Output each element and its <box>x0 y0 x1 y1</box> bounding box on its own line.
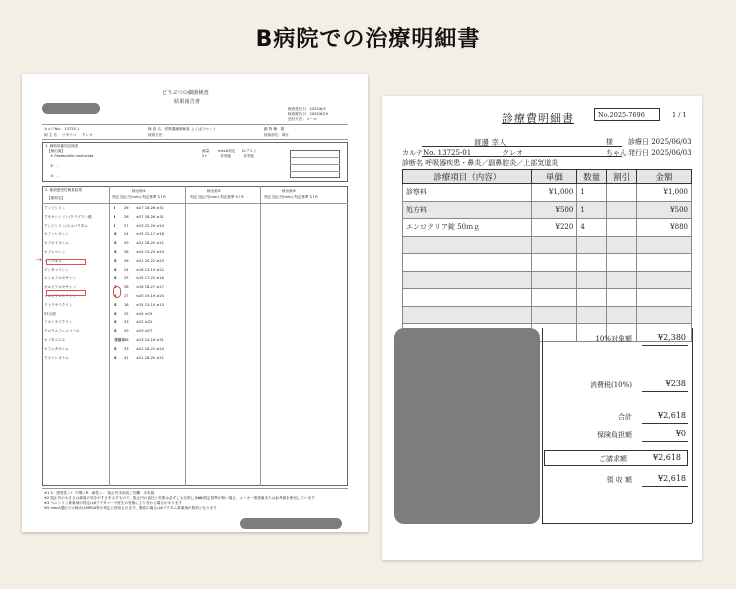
drug-row <box>42 302 202 309</box>
drug-name: マルボフロキサシン <box>44 294 77 298</box>
header-price: 単価 <box>532 170 577 184</box>
criteria: ≤15 15-17 ≥18 <box>136 232 164 237</box>
criteria: ≤27 18-26 ≥31 <box>136 206 164 210</box>
amount-value: 2+ <box>202 154 208 158</box>
drug-row <box>42 328 202 335</box>
bill-cell-name <box>403 271 532 289</box>
zone-mm: 28 <box>124 250 129 254</box>
test-name: 検 査 名：呼吸器細菌検査 よくばりセット <box>148 127 217 131</box>
drug-name: エンロフロキサシン <box>44 276 77 281</box>
judgement: S <box>114 302 117 307</box>
drug-list <box>42 205 348 365</box>
section2-title: 2. 薬剤感受性検査結果 <box>45 188 82 192</box>
redacted-stamp <box>394 328 540 524</box>
drug-name: セフポドキシム <box>44 241 69 246</box>
drug-row <box>42 337 202 344</box>
judgement: S <box>114 258 117 263</box>
criteria: ≤23 14-16 ≥31 <box>136 338 164 342</box>
zone-mm: 25 <box>124 311 129 316</box>
judgement: 非該当 <box>114 338 125 342</box>
bill-row <box>403 236 692 254</box>
bill-cell-name <box>403 306 532 324</box>
zone-mm: 26 <box>124 206 129 210</box>
bill-cell-disc <box>607 271 637 289</box>
bacteria-3: ③：- <box>50 174 59 178</box>
judgement: I <box>114 206 116 210</box>
billed-value: ¥2,618 <box>653 453 681 462</box>
billed-label: ご請求額 <box>599 455 627 463</box>
bill-cell-name <box>403 289 532 307</box>
bill-cell-qty <box>577 271 607 289</box>
footnote-2: ※2 阻止円の大きさは薬剤の効きやすさを示すもので、阻止円の直径と効果は必ずしも比例しません <box>44 496 205 500</box>
bill-cell-qty: 4 <box>577 219 607 237</box>
zone-mm: 27 <box>124 294 129 298</box>
drug-row <box>42 240 202 247</box>
report-title: どうぶつの細菌検査 <box>162 90 209 96</box>
insurance-value: ¥0 <box>675 429 686 438</box>
bill-title: 診療費明細書 <box>502 112 574 125</box>
bill-cell-amount <box>637 271 692 289</box>
bill-row <box>403 306 692 324</box>
detected-bacteria-label: 【検出菌】 <box>47 149 65 153</box>
drug-row <box>42 275 202 282</box>
karte-number: カルテNo.：13725-1 <box>44 127 80 131</box>
judgement: S <box>114 311 117 316</box>
redacted-footer <box>240 518 342 529</box>
zone-mm: 31 <box>124 355 129 360</box>
culture-report-document <box>22 74 368 532</box>
arrow-marker: → <box>36 256 42 264</box>
bacteria-2: ②：- <box>50 164 59 168</box>
footnote-5: ※5 mecA遺伝子の検出はMRSA等の判定に使用されます。陽性の場合はβラクタム系薬剤が無効となります <box>44 506 217 510</box>
billed-box <box>544 450 688 466</box>
dtest-value: 非実施 <box>243 154 254 158</box>
bill-row <box>403 219 692 237</box>
criteria: ≤21 18-20 ≥21 <box>136 241 164 246</box>
header-amount: 金額 <box>637 170 692 184</box>
zone-mm: 27 <box>124 223 129 228</box>
col-bacteria-2: 検出菌② <box>207 189 222 193</box>
judgement: S <box>114 276 117 281</box>
bill-cell-amount <box>637 236 692 254</box>
page-title: B病院での治療明細書 <box>255 27 481 52</box>
judgement: I <box>114 223 116 228</box>
drug-name: アズトレオナム <box>44 355 69 360</box>
criteria: ≤29 ≥27 <box>136 329 153 334</box>
drug-name: セフォタキシム <box>44 346 69 351</box>
owner-name: ワタナベ <box>62 133 77 137</box>
issue-date: 発行日 2025/06/03 <box>628 149 692 157</box>
report-meta-2: 検査報告日：2025/6/20 <box>288 112 328 116</box>
drug-row <box>42 223 202 230</box>
section1-title: 1. 細菌培養同定検査 <box>45 144 79 148</box>
bill-cell-name: 診察料 <box>403 184 532 202</box>
report-meta-1: 検査受付日：2025/6/3 <box>288 107 326 111</box>
animal-species: 動 物 種：猫 <box>264 127 285 131</box>
col-bacteria-1: 検出菌① <box>132 189 147 193</box>
received-value: ¥2,618 <box>658 474 686 483</box>
judgement: S <box>114 355 117 360</box>
drug-name: クロラムフェニコール <box>44 329 80 334</box>
criteria: ≤16 13-15 ≥22 <box>136 267 164 272</box>
collection-site: 採取部位：鼻汁 <box>264 133 290 137</box>
zone-mm: 18 <box>124 302 129 307</box>
criteria: ≤27 18-26 ≥31 <box>136 214 164 219</box>
bill-summary <box>542 328 692 523</box>
footnote-3: ※3 ペニシリン系薬剤の判定はβラクタマーゼ産生の有無により変わる場合があります <box>44 501 182 505</box>
drug-name: イミペネム <box>44 258 62 263</box>
bill-row <box>403 184 692 202</box>
bill-row <box>403 271 692 289</box>
col-subhead-2: 判定 阻止円(mm) 判定基準 S I R <box>190 195 244 199</box>
drug-name: テトラサイクリン <box>44 302 73 307</box>
drug-name: ゲンタマイシン <box>44 267 69 272</box>
drug-name: セファレキシン <box>44 232 69 237</box>
drug-name: セフォベシン <box>44 250 66 254</box>
criteria: ≤15 17-22 ≥16 <box>136 276 164 281</box>
bill-cell-qty: 1 <box>577 201 607 219</box>
bill-cell-price: ¥500 <box>532 201 577 219</box>
bacteria-1: ① Pasteurella multocida <box>50 154 94 158</box>
bill-cell-price <box>532 306 577 324</box>
judgement: S <box>114 232 117 237</box>
bill-cell-amount <box>637 289 692 307</box>
zone-mm: 29 <box>124 241 129 246</box>
drug-row <box>42 355 202 362</box>
bill-cell-qty <box>577 289 607 307</box>
bill-cell-disc <box>607 219 637 237</box>
zone-mm: 26 <box>124 214 129 219</box>
bill-cell-price <box>532 236 577 254</box>
drug-row <box>42 231 202 238</box>
header-qty: 数量 <box>577 170 607 184</box>
report-meta-3: 送付方法：メール <box>288 117 317 121</box>
bill-cell-amount <box>637 254 692 272</box>
meca-value: 非実施 <box>220 154 231 158</box>
footnote-4: ※4 判定基準が無い場合、メーカー推奨値または参考値を使用しています <box>197 496 315 500</box>
pet-name: クレオ <box>502 149 523 157</box>
tax-label: 消費税(10%) <box>589 381 632 389</box>
judgement: S <box>114 267 117 272</box>
bill-cell-name <box>403 254 532 272</box>
bill-row <box>403 201 692 219</box>
bill-cell-price <box>532 254 577 272</box>
zone-mm: 25 <box>124 276 129 281</box>
bill-cell-disc <box>607 306 637 324</box>
col-bacteria-3: 検出菌③ <box>282 189 297 193</box>
drug-row <box>42 249 202 256</box>
zone-mm: 33 <box>124 320 129 325</box>
bill-cell-name <box>403 236 532 254</box>
zone-mm: 24 <box>124 232 129 237</box>
zone-mm: 26 <box>124 258 129 263</box>
criteria: ≤24 15-23 ≥24 <box>136 250 164 254</box>
bill-cell-disc <box>607 184 637 202</box>
criteria: ≤22 18-21 ≥24 <box>136 346 164 351</box>
bill-cell-price: ¥220 <box>532 219 577 237</box>
meca-label: mecA判定 <box>218 149 236 153</box>
bill-row <box>403 254 692 272</box>
honorific: 様 <box>606 138 613 146</box>
drug-name-header: 【薬剤名】 <box>47 196 65 200</box>
tax-value: ¥238 <box>665 379 686 388</box>
judgement: S <box>114 320 117 325</box>
bill-cell-price <box>532 289 577 307</box>
amount-label: 菌量 <box>202 149 210 153</box>
bill-table <box>402 169 692 342</box>
criteria: ≤24 ≥15 <box>136 311 153 316</box>
drug-name: アンピシリン/スルバクタム <box>44 223 88 228</box>
owner-name: 渡邊 幸人 <box>474 138 507 147</box>
karte-number: カルテNo. 13725-01 <box>402 149 472 157</box>
bill-cell-qty: 1 <box>577 184 607 202</box>
zone-mm: 36 <box>124 338 129 342</box>
total-value: ¥2,618 <box>658 411 686 420</box>
judgement: I <box>114 214 116 219</box>
dtest-label: D-テスト <box>242 149 257 153</box>
medical-bill-document <box>382 96 702 560</box>
bill-cell-name: 処方料 <box>403 201 532 219</box>
drug-row <box>42 319 202 326</box>
zone-mm: 28 <box>124 285 129 290</box>
total-label: 合計 <box>618 413 632 421</box>
col-subhead-1: 判定 阻止円(mm) 判定基準 S I R <box>112 195 166 199</box>
taxable-label: 10%対象額 <box>595 335 632 343</box>
bill-cell-qty <box>577 254 607 272</box>
report-subtitle: 結果報告書 <box>174 99 200 105</box>
criteria: ≤15 13-14 ≥15 <box>136 302 164 307</box>
insurance-label: 保険負担額 <box>597 431 632 439</box>
bill-cell-name: エンロクリア錠 50ｍｇ <box>403 219 532 237</box>
pet-name: クレオ <box>82 133 93 137</box>
drug-name: アモキシシリン/クラブラン酸 <box>44 214 92 219</box>
highlight-enrofloxacin <box>46 259 86 265</box>
judgement: S <box>114 294 117 298</box>
header-item: 診療項目（内容） <box>403 170 532 184</box>
bill-cell-qty <box>577 236 607 254</box>
bill-cell-disc <box>607 254 637 272</box>
bill-row <box>403 289 692 307</box>
drug-row <box>42 205 202 212</box>
bill-cell-qty <box>577 306 607 324</box>
bill-cell-disc <box>607 201 637 219</box>
footnote-1: ※1 S：感受性 / I：中間 / R：耐性 / -：阻止円未形成 / 空欄：未実施 <box>44 491 155 495</box>
bill-cell-amount: ¥880 <box>637 219 692 237</box>
bill-cell-amount: ¥1,000 <box>637 184 692 202</box>
bill-cell-price: ¥1,000 <box>532 184 577 202</box>
bill-cell-disc <box>607 236 637 254</box>
criteria: ≤23 22-24 ≥24 <box>136 223 164 228</box>
bill-number: No.2025-7696 <box>594 108 660 121</box>
zone-mm: 29 <box>124 329 129 334</box>
collection-method: 採取方法： <box>148 133 166 137</box>
judgement: S <box>114 241 117 246</box>
bill-cell-amount <box>637 306 692 324</box>
criteria: ≤21 20-22 ≥23 <box>136 258 164 263</box>
page-indicator: 1 / 1 <box>672 111 687 119</box>
highlight-result <box>113 286 121 298</box>
drug-row <box>42 346 202 353</box>
highlight-doxycycline <box>46 290 86 296</box>
judgement: S <box>114 250 117 254</box>
drug-name: ドキシサイクリン <box>44 320 73 325</box>
diagnosis: 診断名 呼吸器疾患・鼻炎／副鼻腔炎／上部気道炎 <box>402 159 559 167</box>
visit-date: 診療日 2025/06/03 <box>628 138 692 146</box>
judgement: S <box>114 329 117 334</box>
criteria: ≤22 ≥22 <box>136 320 153 325</box>
owner-label: 飼 主 名： <box>44 133 61 137</box>
criteria: ≤21 18-20 ≥21 <box>136 355 164 360</box>
zone-mm: 24 <box>124 267 129 272</box>
judgement: S <box>114 285 117 290</box>
drug-name: アンピシリン <box>44 206 66 210</box>
drug-name: ST合剤 <box>44 311 56 316</box>
drug-row <box>42 267 202 274</box>
redacted-clinic-name <box>42 103 100 114</box>
criteria: ≤16 18-27 ≥27 <box>136 285 164 290</box>
drug-name: セフタジジム <box>44 338 66 342</box>
judgement: S <box>114 346 117 351</box>
drug-row <box>42 311 202 318</box>
drug-row <box>42 214 202 221</box>
drug-name: オルビフロキサシン <box>44 285 77 290</box>
received-label: 領 収 額 <box>606 476 632 484</box>
zone-mm: 33 <box>124 346 129 351</box>
bill-cell-disc <box>607 289 637 307</box>
col-subhead-3: 判定 阻止円(mm) 判定基準 S I R <box>264 195 318 199</box>
bill-cell-price <box>532 271 577 289</box>
criteria: ≤20 19-19 ≥24 <box>136 294 164 298</box>
pet-suffix: ちゃん <box>606 149 627 157</box>
bill-cell-amount: ¥500 <box>637 201 692 219</box>
taxable-value: ¥2,380 <box>658 333 686 342</box>
header-discount: 割引 <box>607 170 637 184</box>
